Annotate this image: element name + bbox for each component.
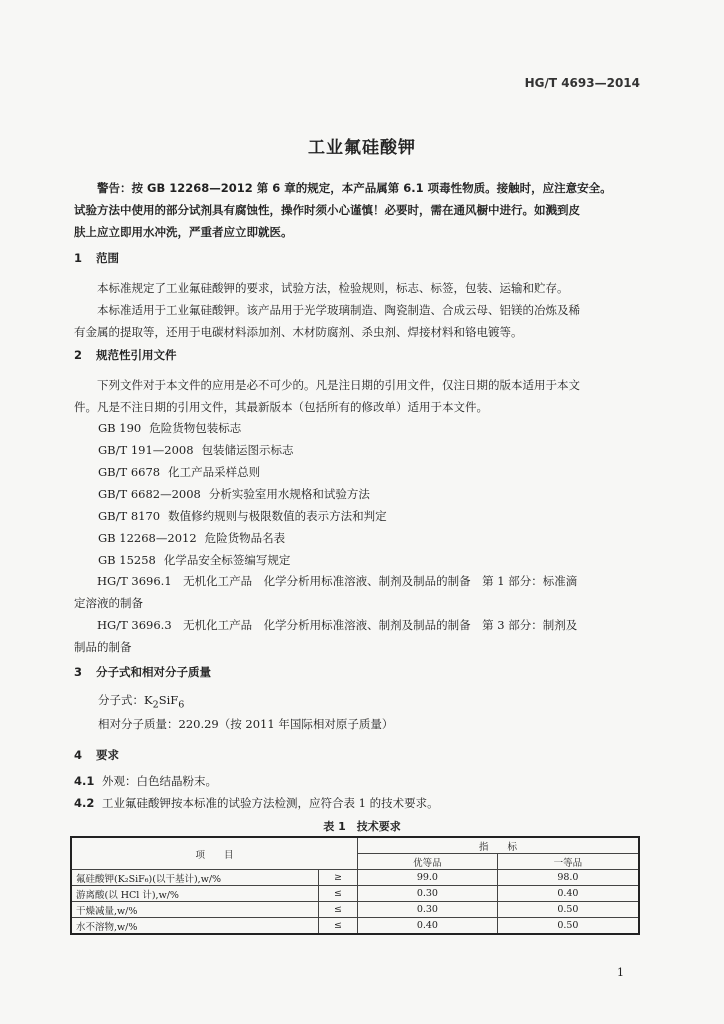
reference-item-long [74, 614, 640, 658]
cell-symbol: ≤ [319, 918, 358, 935]
reference-name: 分析实验室用水规格和试验方法 [208, 487, 370, 501]
cell-value: 0.30 [358, 886, 498, 902]
cell-value: 98.0 [497, 870, 639, 886]
cell-symbol: ≤ [319, 902, 358, 918]
table-row [71, 902, 639, 918]
molecular-formula [98, 692, 184, 710]
paragraph-continuation: 件。凡是不注日期的引用文件，其最新版本（包括所有的修改单）适用于本文件。 [74, 400, 488, 414]
requirement-item [74, 795, 439, 811]
formula-label: 分子式： [98, 693, 144, 707]
reference-code: GB/T 191—2008 [98, 443, 194, 457]
section-2-intro [74, 374, 640, 418]
item-text: 工业氟硅酸钾按本标准的试验方法检测，应符合表 1 的技术要求。 [102, 796, 439, 810]
reference-item-long [74, 570, 640, 614]
reference-name: 包装储运图示标志 [201, 443, 294, 457]
reference-item [98, 420, 241, 436]
reference-item [98, 552, 290, 568]
reference-name: 危险货物品名表 [204, 531, 286, 545]
document-title: 工业氟硅酸钾 [308, 138, 416, 158]
header-grade-2: 一等品 [497, 854, 639, 870]
item-text: 外观：白色结晶粉末。 [102, 774, 217, 788]
cell-symbol: ≥ [319, 870, 358, 886]
section-4-heading [74, 747, 119, 763]
paragraph: 本标准规定了工业氟硅酸钾的要求，试验方法，检验规则，标志、标签，包装、运输和贮存。 [97, 281, 569, 295]
cell-item: 水不溶物,w/% [71, 918, 319, 935]
table-row [71, 886, 639, 902]
cell-value: 0.50 [497, 918, 639, 935]
table-row [71, 918, 639, 935]
reference-name: 化工产品采样总则 [168, 465, 261, 479]
formula-subscript: 2 [152, 699, 159, 711]
reference-item [98, 464, 260, 480]
reference-code: GB/T 6682—2008 [98, 487, 201, 501]
header-grade-1: 优等品 [358, 854, 498, 870]
header-index: 指 标 [358, 837, 640, 854]
item-number: 4.1 [74, 774, 95, 788]
paragraph-continuation: 有金属的提取等，还用于电碳材料添加剂、木材防腐剂、杀虫剂、焊接材料和铬电镀等。 [74, 325, 523, 339]
standard-code: HG/T 4693—2014 [524, 76, 640, 90]
reference-name: 化学品安全标签编写规定 [163, 553, 291, 567]
molecular-mass: 相对分子质量：220.29（按 2011 年国际相对原子质量） [98, 717, 394, 731]
section-title: 规范性引用文件 [96, 348, 177, 362]
cell-item: 干燥减量,w/% [71, 902, 319, 918]
section-2-heading [74, 347, 177, 363]
reference-item [98, 530, 285, 546]
section-title: 要求 [96, 748, 119, 762]
reference-code: GB 190 [98, 421, 142, 435]
reference-name: 数值修约规则与极限数值的表示方法和判定 [168, 509, 387, 523]
reference-item [98, 508, 387, 524]
section-number: 1 [74, 251, 83, 265]
formula-element: SiF [158, 693, 179, 707]
formula-subscript: 6 [178, 699, 185, 711]
reference-item [98, 486, 370, 502]
reference-code: GB/T 6678 [98, 465, 161, 479]
reference-text: HG/T 3696.1 无机化工产品 化学分析用标准溶液、制剂及制品的制备 第 1 部分：标准滴 [97, 574, 578, 588]
section-number: 4 [74, 748, 83, 762]
table-header-row [71, 837, 639, 854]
reference-code: GB 12268—2012 [98, 531, 197, 545]
warning-line-2: 试验方法中使用的部分试剂具有腐蚀性，操作时须小心谨慎！必要时，需在通风橱中进行。如溅到皮 [74, 203, 580, 217]
cell-value: 0.40 [358, 918, 498, 935]
requirement-item [74, 773, 217, 789]
formula-element: K [144, 693, 153, 707]
paragraph: 本标准适用于工业氟硅酸钾。该产品用于光学玻璃制造、陶瓷制造、合成云母、铝镁的冶炼及稀 [97, 303, 580, 317]
reference-code: GB 15258 [98, 553, 156, 567]
reference-text: HG/T 3696.3 无机化工产品 化学分析用标准溶液、制剂及制品的制备 第 3 部分：制剂及 [97, 618, 578, 632]
cell-symbol: ≤ [319, 886, 358, 902]
cell-value: 0.40 [497, 886, 639, 902]
item-number: 4.2 [74, 796, 95, 810]
cell-item: 游离酸(以 HCl 计),w/% [71, 886, 319, 902]
cell-value: 99.0 [358, 870, 498, 886]
reference-text-continuation: 定溶液的制备 [74, 596, 143, 610]
cell-value: 0.30 [358, 902, 498, 918]
table-row [71, 870, 639, 886]
cell-value: 0.50 [497, 902, 639, 918]
section-title: 范围 [96, 251, 119, 265]
section-number: 3 [74, 665, 83, 679]
section-3-heading [74, 664, 211, 680]
warning-line-1: 警告：按 GB 12268—2012 第 6 章的规定，本产品属第 6.1 项毒性物质。接触时，应注意安全。 [97, 181, 612, 195]
reference-name: 危险货物包装标志 [149, 421, 242, 435]
page-number: 1 [617, 966, 624, 979]
warning-line-3: 肤上应立即用水冲洗，严重者应立即就医。 [74, 225, 293, 239]
paragraph: 下列文件对于本文件的应用是必不可少的。凡是注日期的引用文件，仅注日期的版本适用于本文 [97, 378, 580, 392]
reference-item [98, 442, 294, 458]
spec-table [70, 836, 640, 935]
table-caption: 表 1 技术要求 [323, 820, 401, 833]
section-1-body [74, 277, 640, 343]
reference-text-continuation: 制品的制备 [74, 640, 132, 654]
cell-item: 氟硅酸钾(K₂SiF₆)(以干基计),w/% [71, 870, 319, 886]
section-1-heading [74, 250, 119, 266]
header-item: 项 目 [71, 837, 358, 870]
warning-block [74, 177, 642, 243]
section-title: 分子式和相对分子质量 [96, 665, 211, 679]
reference-code: GB/T 8170 [98, 509, 161, 523]
section-number: 2 [74, 348, 83, 362]
